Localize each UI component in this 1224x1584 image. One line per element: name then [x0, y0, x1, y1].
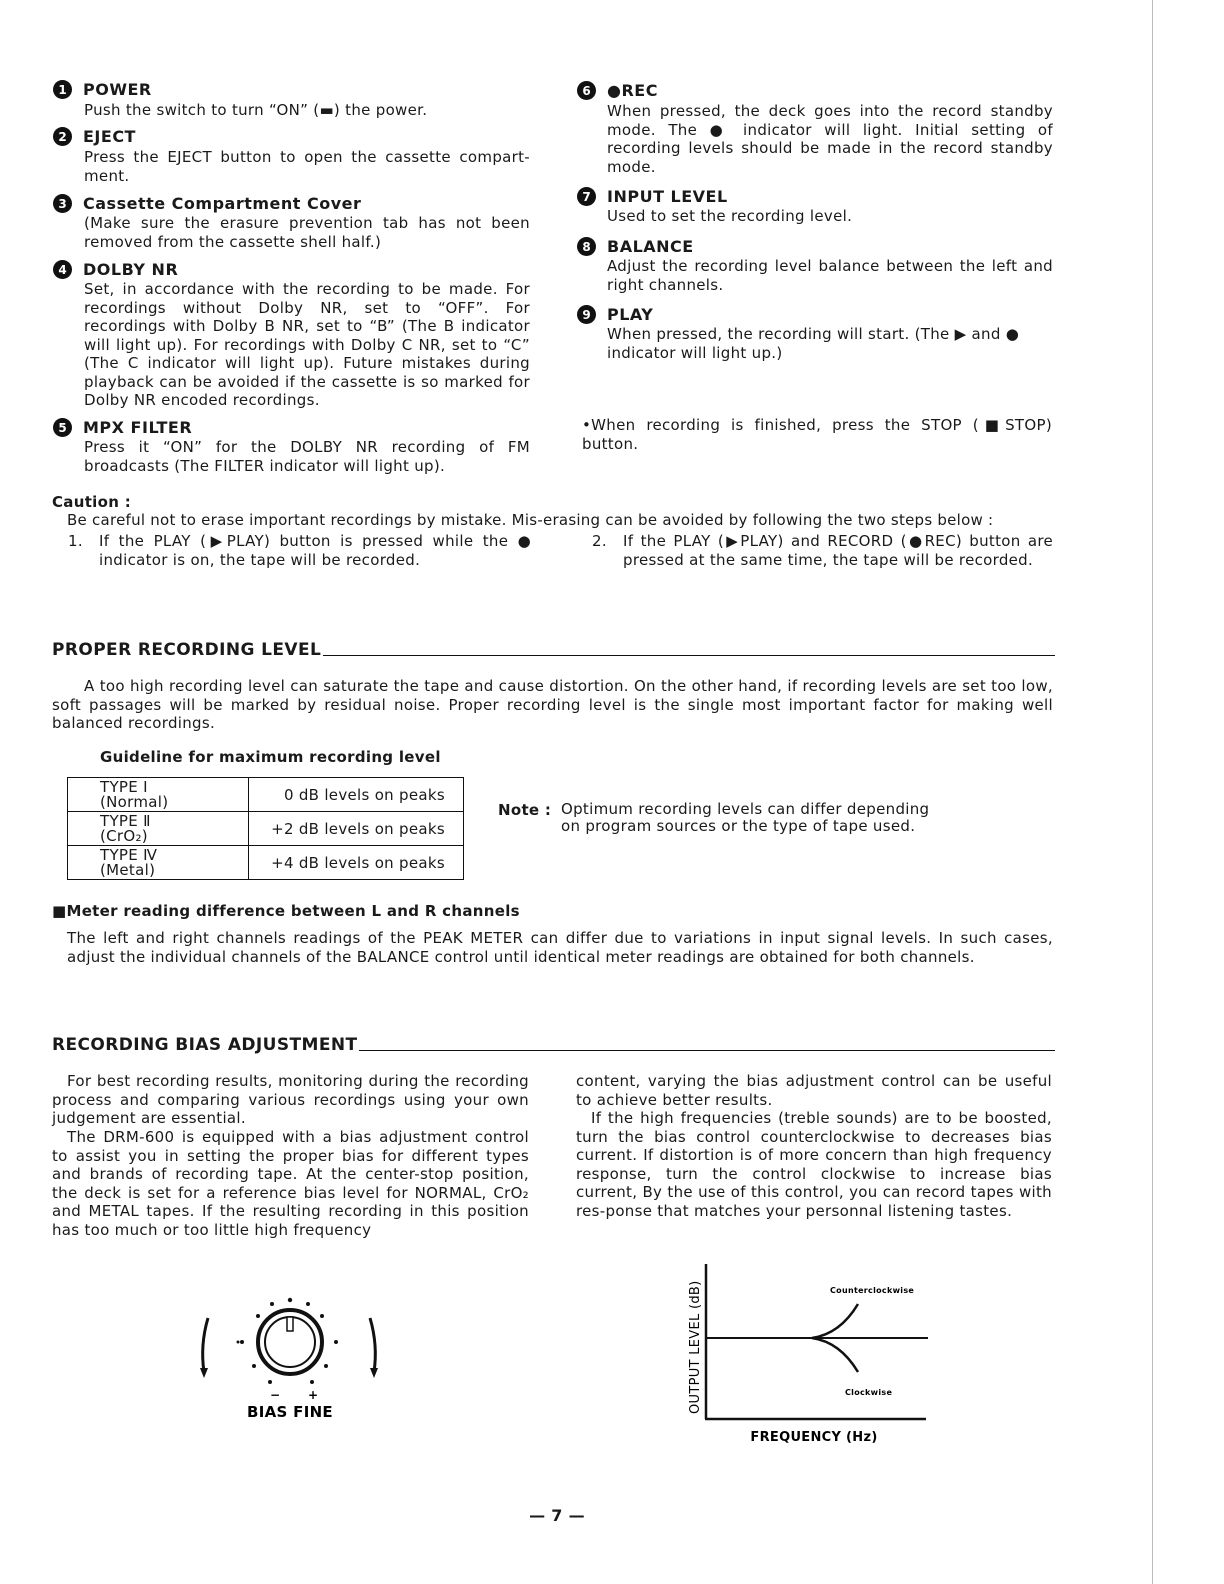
guideline-table: [67, 777, 464, 880]
knob-label: BIAS FINE: [247, 1403, 333, 1421]
item-cover-heading: [53, 194, 361, 213]
counterclockwise-label: Counterclockwise: [830, 1286, 915, 1295]
level-cell: +2 dB levels on peaks: [249, 812, 464, 846]
item-eject-heading: [53, 127, 136, 146]
item-number-badge: 9: [577, 305, 596, 324]
item-number-badge: 6: [577, 81, 596, 100]
clockwise-arrow-icon: [370, 1318, 375, 1372]
proper-level-section-title: [52, 640, 1055, 660]
bias-response-graph: [680, 1262, 940, 1452]
item-number-badge: 1: [53, 80, 72, 99]
item-eject-text: Press the EJECT button to open the cassette compart-ment.: [84, 148, 530, 185]
item-cover-text: (Make sure the erasure prevention tab has not been removed from the cassette shell half.): [84, 214, 530, 251]
item-title: INPUT LEVEL: [607, 187, 728, 206]
item-title: EJECT: [83, 127, 136, 146]
arrow-head-icon: [200, 1368, 208, 1378]
item-power-heading: [53, 80, 152, 99]
section-rule: [323, 655, 1055, 656]
clockwise-label: Clockwise: [845, 1388, 893, 1397]
caution-step1-number: 1.: [68, 532, 83, 550]
item-title: PLAY: [607, 305, 654, 324]
item-play-text: When pressed, the recording will start. (The ▶ and ● indicator will light up.): [607, 325, 1020, 362]
bias-right-paragraph-2: If the high frequencies (treble sounds) are to be boosted, turn the bias control counterclockwise to decreases bias current. If distortion is of more concern than high frequency response, turn the control clockwise to increase bias current, By the use of this control, you can record tapes with res-ponse that matches your personnal listening tastes.: [576, 1109, 1052, 1220]
item-number-badge: 2: [53, 127, 72, 146]
guideline-title: Guideline for maximum recording level: [100, 748, 441, 766]
bias-left-paragraph-1: For best recording results, monitoring during the recording process and comparing various recordings using your own judgement are essential.: [52, 1072, 529, 1127]
tape-type-cell: [68, 778, 249, 812]
item-dolby-heading: [53, 260, 178, 279]
x-axis-label: FREQUENCY (Hz): [750, 1430, 878, 1445]
caution-step2-text: If the PLAY (▶PLAY) and RECORD (●REC) button are pressed at the same time, the tape will be recorded.: [623, 532, 1053, 569]
section-rule: [359, 1050, 1055, 1051]
tape-name: (Normal): [100, 792, 169, 811]
item-title: POWER: [83, 80, 152, 99]
item-dolby-text: Set, in accordance with the recording to be made. For recordings without Dolby NR, set to “OFF”. For recordings with Dolby B NR, set to “B” (The B indicator will light up). For recordings with Dolby C NR, set to “C” (The C indicator will light up). Future mistakes during playback can be avoided if the cassette is so marked for Dolby NR encoded recordings.: [84, 280, 530, 409]
item-number-badge: 3: [53, 194, 72, 213]
level-cell: +4 dB levels on peaks: [249, 846, 464, 880]
proper-level-paragraph: A too high recording level can saturate the tape and cause distortion. On the other hand, if recording levels are set too low, soft passages will be marked by residual noise. Proper recording level is the single most important factor for making well balanced recordings.: [52, 677, 1053, 732]
section-title-text: PROPER RECORDING LEVEL: [52, 640, 322, 660]
item-rec-text: When pressed, the deck goes into the record standby mode. The ● indicator will light. Initial setting of recording levels should be made in the record standby mode.: [607, 102, 1053, 176]
caution-step1-text: If the PLAY (▶PLAY) button is pressed while the ● indicator is on, the tape will be recorded.: [99, 532, 531, 569]
table-row: [68, 778, 464, 812]
meter-text: The left and right channels readings of the PEAK METER can differ due to variations in input signal levels. In such cases, adjust the individual channels of the BALANCE control until identical meter readings are obtained for both channels.: [67, 929, 1053, 966]
caution-intro: Be careful not to erase important recordings by mistake. Mis-erasing can be avoided by following the two steps below :: [67, 511, 994, 529]
page-number: — 7 —: [529, 1506, 585, 1525]
knob-minus-label: −: [270, 1388, 281, 1402]
counterclockwise-arrow-icon: [203, 1318, 208, 1372]
item-title: MPX FILTER: [83, 418, 193, 437]
caution-step2-number: 2.: [592, 532, 607, 550]
tape-type: TYPE Ⅳ: [100, 845, 158, 864]
item-number-badge: 4: [53, 260, 72, 279]
level-cell: 0 dB levels on peaks: [249, 778, 464, 812]
caution-label: Caution :: [52, 493, 132, 511]
item-title: ●REC: [607, 81, 658, 100]
y-axis-label: OUTPUT LEVEL (dB): [688, 1280, 703, 1414]
bias-right-paragraph-1: content, varying the bias adjustment control can be useful to achieve better results.: [576, 1072, 1052, 1109]
tape-type-cell: [68, 812, 249, 846]
bias-fine-knob-diagram: [190, 1290, 390, 1430]
item-mpx-text: Press it “ON” for the DOLBY NR recording of FM broadcasts (The FILTER indicator will light up).: [84, 438, 530, 475]
item-input-level-text: Used to set the recording level.: [607, 207, 853, 225]
item-title: Cassette Compartment Cover: [83, 194, 362, 213]
item-title: BALANCE: [607, 237, 694, 256]
table-row: [68, 812, 464, 846]
knob-indicator-mark: [287, 1317, 293, 1331]
arrow-head-icon: [370, 1368, 378, 1378]
clockwise-curve: [812, 1338, 858, 1372]
note-label: Note :: [498, 801, 552, 819]
item-balance-text: Adjust the recording level balance between the left and right channels.: [607, 257, 1053, 294]
knob-plus-label: +: [308, 1388, 319, 1402]
tape-type: TYPE Ⅱ: [100, 811, 151, 830]
item-play-heading: [577, 305, 653, 324]
item-title: DOLBY NR: [83, 260, 179, 279]
item-number-badge: 5: [53, 418, 72, 437]
item-number-badge: 8: [577, 237, 596, 256]
counterclockwise-curve: [812, 1304, 858, 1338]
tape-type-cell: [68, 846, 249, 880]
page-edge-line: [1152, 0, 1153, 1584]
bias-left-paragraph-2: The DRM-600 is equipped with a bias adjustment control to assist you in setting the proper bias for different types and brands of recording tape. At the center-stop position, the deck is set for a reference bias level for NORMAL, CrO₂ and METAL tapes. If the resulting recording in this position has too much or too little high frequency: [52, 1128, 529, 1239]
item-balance-heading: [577, 237, 694, 256]
bias-section-title: [52, 1035, 1055, 1055]
tape-name: (CrO₂): [100, 826, 148, 845]
stop-note: •When recording is finished, press the STOP (■STOP) button.: [582, 416, 1052, 453]
item-input-level-heading: [577, 187, 728, 206]
tape-type: TYPE Ⅰ: [100, 777, 148, 796]
item-rec-heading: [577, 81, 658, 100]
section-title-text: RECORDING BIAS ADJUSTMENT: [52, 1035, 358, 1055]
meter-heading: ■Meter reading difference between L and R channels: [52, 902, 520, 920]
item-mpx-heading: [53, 418, 192, 437]
table-row: [68, 846, 464, 880]
note-text: Optimum recording levels can differ depending on program sources or the type of tape used.: [561, 800, 930, 835]
item-number-badge: 7: [577, 187, 596, 206]
item-power-text: Push the switch to turn “ON” (▬) the power.: [84, 101, 428, 119]
tape-name: (Metal): [100, 860, 156, 879]
